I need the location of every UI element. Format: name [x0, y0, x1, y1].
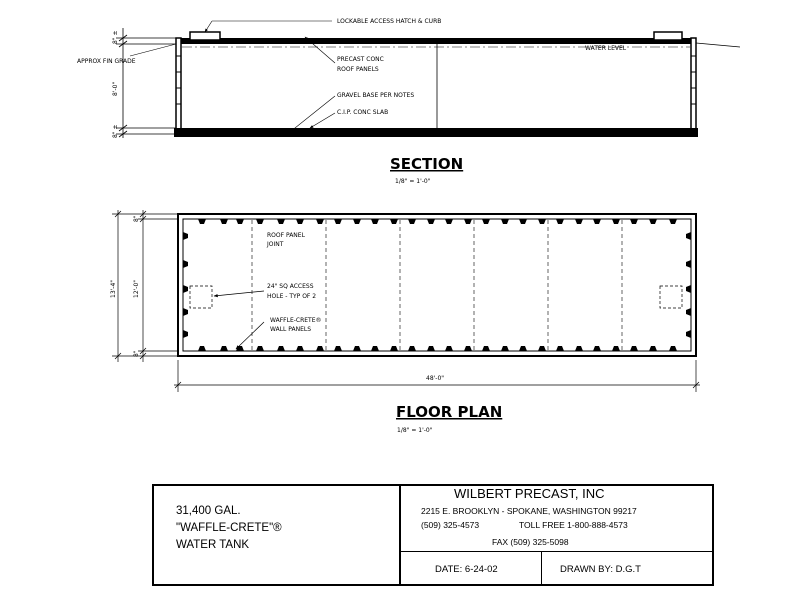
section-right-wall [691, 38, 696, 130]
floor-plan-scale: 1/8" = 1'-0" [397, 427, 433, 434]
hatch-label: LOCKABLE ACCESS HATCH & CURB [337, 18, 442, 25]
plan-dim-bottom: 8" [133, 350, 140, 357]
plan-inner-wall [183, 219, 691, 351]
gravel-label: GRAVEL BASE PER NOTES [337, 92, 415, 99]
company-address: 2215 E. BROOKLYN - SPOKANE, WASHINGTON 99217 [421, 506, 637, 516]
tank-brand: "WAFFLE-CRETE"® [176, 522, 282, 534]
access-hole-right [660, 286, 682, 308]
wall-label-1: WAFFLE-CRETE® [270, 317, 322, 324]
company-fax: FAX (509) 325-5098 [492, 537, 569, 547]
section-left-wall [176, 38, 181, 130]
section-dim-top: 8" ± [112, 30, 119, 44]
joint-label-2: JOINT [267, 241, 284, 248]
plan-dim-inner: 12'-0" [133, 279, 140, 298]
tank-capacity: 31,400 GAL. [176, 505, 241, 517]
joint-label-1: ROOF PANEL [267, 232, 305, 239]
drawing-date: DATE: 6-24-02 [435, 564, 498, 575]
title-block-hline [401, 551, 712, 552]
floor-plan-title: FLOOR PLAN [396, 403, 503, 421]
section-dim-mid: 8'-0" [112, 81, 119, 96]
roof-panels-label-2: ROOF PANELS [337, 66, 379, 73]
section-scale: 1/8" = 1'-0" [395, 178, 431, 185]
section-slab [174, 128, 698, 137]
company-name: WILBERT PRECAST, INC [454, 486, 605, 501]
company-phone: (509) 325-4573 [421, 520, 480, 530]
slab-label: C.I.P. CONC SLAB [337, 109, 389, 116]
plan-dim-top: 8" [133, 215, 140, 222]
title-block-divider [399, 484, 401, 586]
section-title: SECTION [390, 155, 464, 173]
water-level-label: WATER LEVEL [585, 45, 627, 52]
tank-type: WATER TANK [176, 539, 250, 551]
grade-line [696, 43, 740, 47]
plan-ribs-bottom [198, 346, 677, 351]
fin-grade-label: APPROX FIN GRADE [77, 58, 136, 65]
plan-dim-length: 48'-0" [426, 375, 445, 382]
section-dim-bottom: 8" ± [112, 124, 119, 138]
title-block-vline [541, 551, 542, 584]
drawn-by: DRAWN BY: D.G.T [560, 564, 641, 575]
access-label-1: 24" SQ ACCESS [267, 283, 314, 290]
plan-outer-wall [178, 214, 696, 356]
plan-ribs-sides [183, 232, 691, 338]
plan-ribs-top [198, 219, 677, 224]
section-view [77, 18, 740, 185]
section-roof [176, 38, 696, 44]
section-hatch-right [654, 32, 682, 40]
company-tollfree: TOLL FREE 1-800-888-4573 [519, 520, 628, 530]
access-label-2: HOLE - TYP OF 2 [267, 293, 317, 300]
roof-panels-label-1: PRECAST CONC [337, 56, 384, 63]
access-hole-left [190, 286, 212, 308]
section-hatch-left [190, 32, 220, 40]
wall-label-2: WALL PANELS [270, 326, 312, 333]
floor-plan-view [110, 210, 700, 434]
plan-dim-overall: 13'-4" [110, 279, 117, 298]
